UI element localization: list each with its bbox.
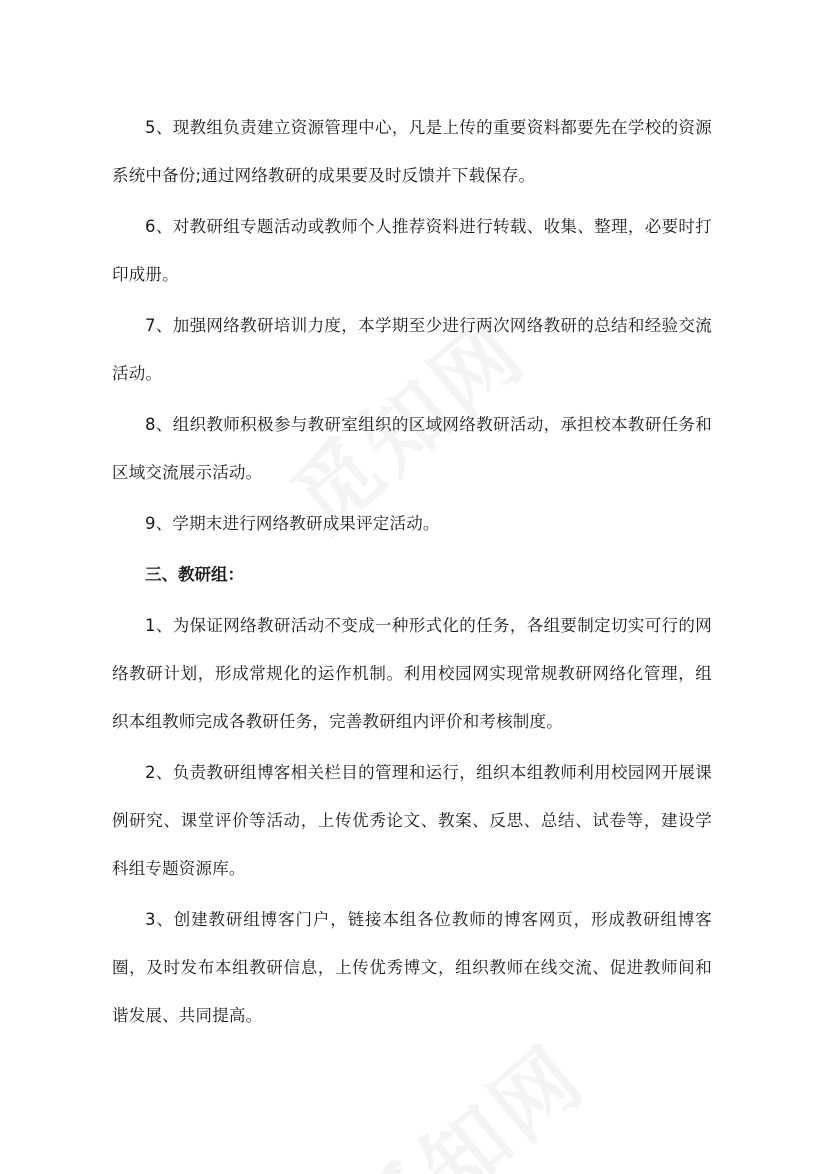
section-paragraph-2: 2、负责教研组博客相关栏目的管理和运行，组织本组教师利用校园网开展课例研究、课堂评价等活动，上传优秀论文、教案、反思、总结、试卷等，建设学科组专题资源库。 [112,763,712,878]
document-body [112,104,712,1043]
section-paragraph-3: 3、创建教研组博客门户，链接本组各位教师的博客网页，形成教研组博客圈，及时发布本组教研信息，上传优秀博文，组织教师在线交流、促进教师间和谐发展、共同提高。 [112,910,712,1025]
paragraph-item-8: 8、组织教师积极参与教研室组织的区域网络教研活动，承担校本教研任务和区域交流展示活动。 [112,415,712,482]
section-paragraph-1: 1、为保证网络教研活动不变成一种形式化的任务，各组要制定切实可行的网络教研计划，形成常规化的运作机制。利用校园网实现常规教研网络化管理，组织本组教师完成各教研任务，完善教研组内评价和考核制度。 [112,616,712,731]
paragraph-item-6: 6、对教研组专题活动或教师个人推荐资料进行转载、收集、整理，必要时打印成册。 [112,217,712,284]
section-heading: 三、教研组： [145,565,244,584]
paragraph-item-5: 5、现教组负责建立资源管理中心，凡是上传的重要资料都要先在学校的资源系统中备份;通过网络教研的成果要及时反馈并下载保存。 [112,118,712,185]
paragraph-item-7: 7、加强网络教研培训力度，本学期至少进行两次网络教研的总结和经验交流活动。 [112,316,712,383]
paragraph-item-9: 9、学期末进行网络教研成果评定活动。 [145,514,440,533]
